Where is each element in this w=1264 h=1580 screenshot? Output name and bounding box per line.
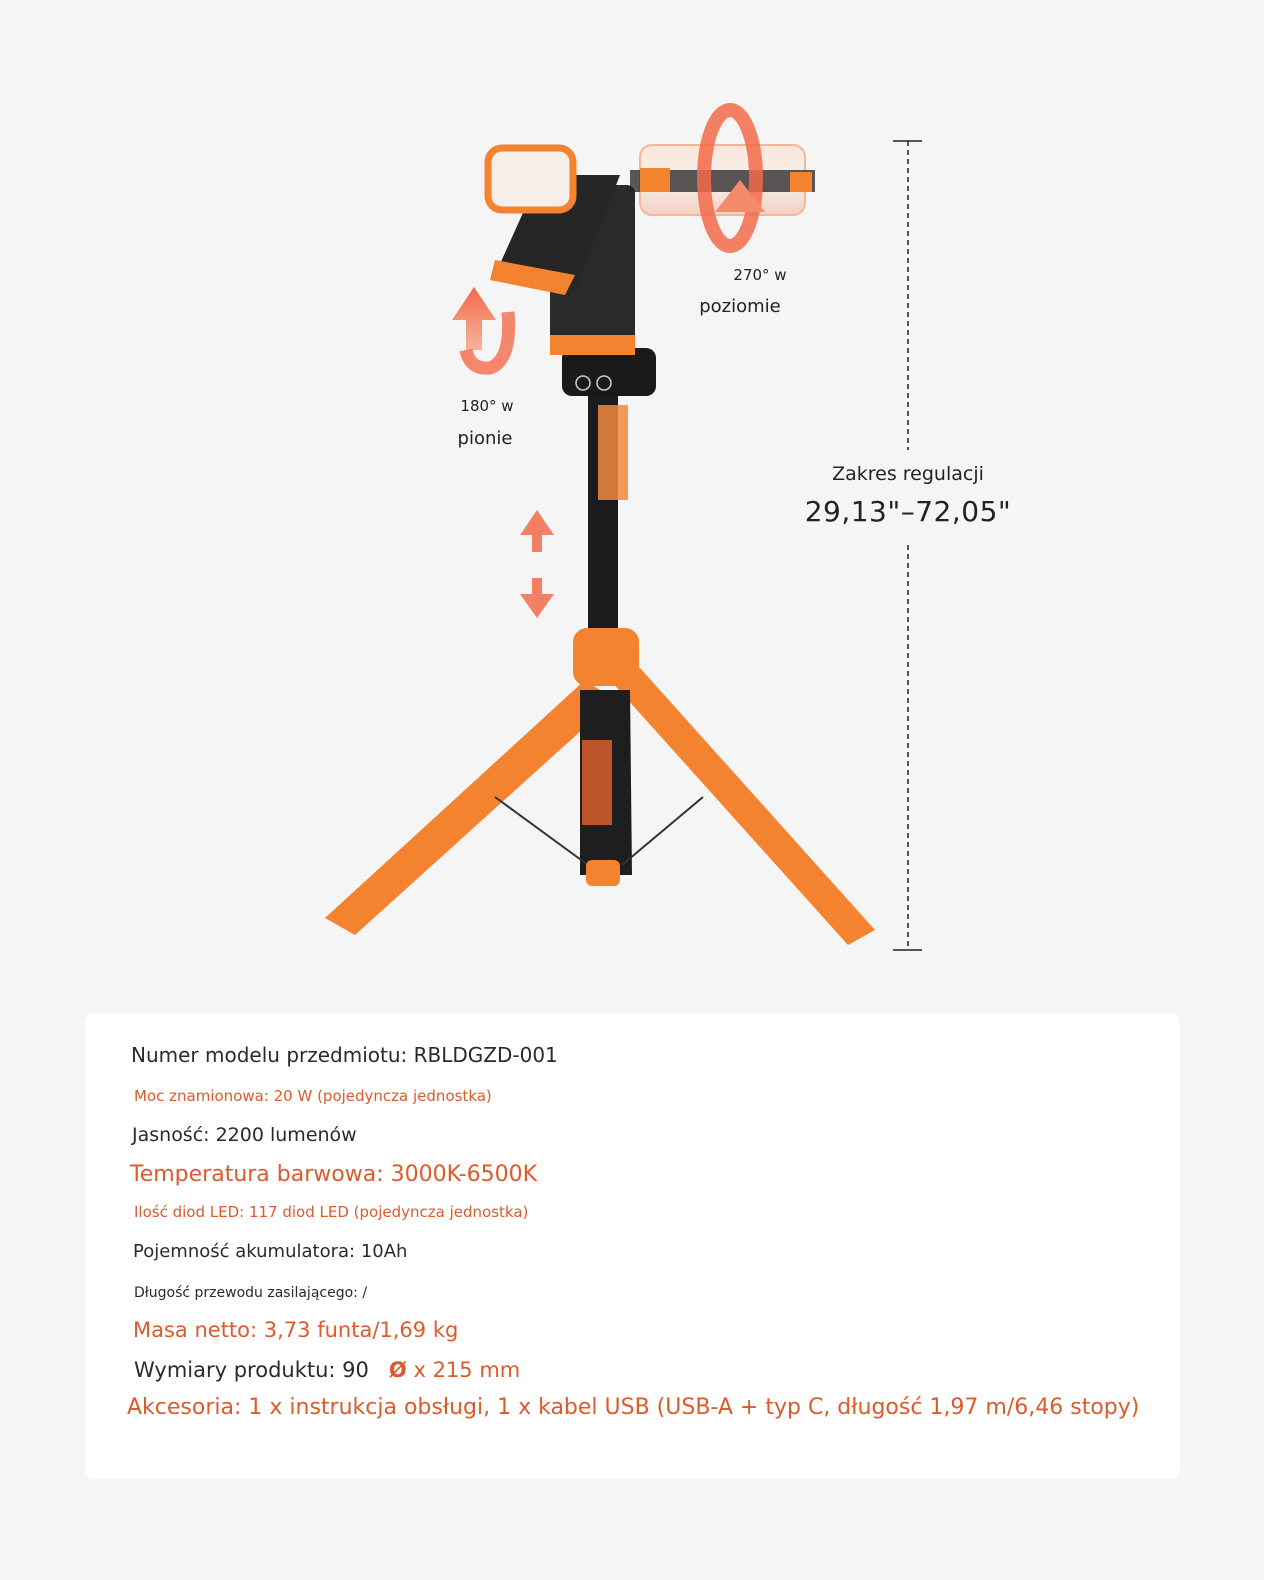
spec-cord-length: Długość przewodu zasilającego: / (134, 1285, 368, 1301)
spec-model: Numer modelu przedmiotu: RBLDGZD-001 (131, 1043, 558, 1067)
spec-dimensions (134, 1358, 520, 1382)
vertical-angle-label: 180° w (460, 397, 514, 415)
range-value: 29,13"–72,05" (804, 495, 1012, 528)
spec-dimensions-suffix: x 215 mm (413, 1358, 521, 1382)
rotation-arrow-vertical-icon (452, 287, 509, 368)
tripod-legs (325, 668, 875, 945)
range-label: Zakres regulacji (832, 463, 984, 485)
height-dimension-line (893, 141, 922, 950)
spec-net-weight: Masa netto: 3,73 funta/1,69 kg (133, 1318, 459, 1342)
spec-led-count: Ilość diod LED: 117 diod LED (pojedyncza jednostka) (134, 1203, 529, 1221)
spec-accessories: Akcesoria: 1 x instrukcja obsługi, 1 x kabel USB (USB-A + typ C, długość 1,97 m/6,46 stopy) (127, 1395, 1140, 1420)
height-arrows-icon (520, 510, 554, 618)
telescopic-pole (573, 390, 639, 686)
spec-color-temp: Temperatura barwowa: 3000K-6500K (130, 1162, 538, 1187)
horizontal-angle-label: 270° w (733, 266, 787, 284)
horizontal-word-label: poziomie (699, 296, 781, 317)
spec-battery: Pojemność akumulatora: 10Ah (133, 1241, 408, 1262)
spec-card (85, 1013, 1180, 1479)
vertical-word-label: pionie (457, 428, 513, 449)
spec-power: Moc znamionowa: 20 W (pojedyncza jednostka) (134, 1087, 492, 1105)
spec-brightness: Jasność: 2200 lumenów (132, 1124, 357, 1146)
spec-dimensions-prefix: Wymiary produktu: 90 (134, 1358, 369, 1382)
diameter-symbol: Ø (388, 1358, 407, 1382)
control-hub (562, 348, 656, 396)
